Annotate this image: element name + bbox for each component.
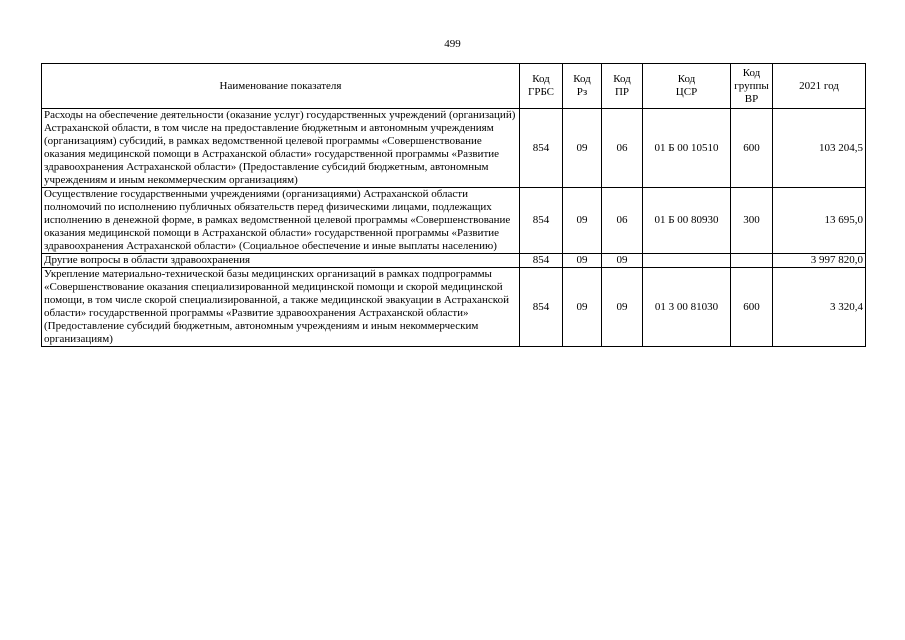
row-rz: 09 — [563, 188, 602, 254]
row-rz: 09 — [563, 268, 602, 347]
row-amount: 3 997 820,0 — [773, 254, 866, 268]
row-name: Расходы на обеспечение деятельности (оказание услуг) государственных учреждений (организаций) Астраханской области, в том числе на предоставление бюджетным и автономным учреждениям (организациям) субсидий, в рамках ведомственной целевой программы «Совершенствование оказания медицинской помощи в Астраханской области» государственной программы «Развитие здравоохранения Астраханской области» (Предоставление субсидий бюджетным, автономным учреждениям и иным некоммерческим организациям) — [42, 109, 520, 188]
row-vr: 600 — [731, 268, 773, 347]
row-amount: 3 320,4 — [773, 268, 866, 347]
row-vr: 600 — [731, 109, 773, 188]
table-row — [42, 268, 866, 347]
header-vr: Код группы ВР — [731, 64, 773, 109]
budget-table — [41, 63, 866, 347]
header-pr: Код ПР — [602, 64, 643, 109]
row-csr: 01 3 00 81030 — [643, 268, 731, 347]
row-grbs: 854 — [520, 188, 563, 254]
header-rz: Код Рз — [563, 64, 602, 109]
row-pr: 06 — [602, 188, 643, 254]
row-pr: 09 — [602, 268, 643, 347]
row-csr: 01 Б 00 80930 — [643, 188, 731, 254]
row-pr: 09 — [602, 254, 643, 268]
row-rz: 09 — [563, 109, 602, 188]
row-vr: 300 — [731, 188, 773, 254]
header-name: Наименование показателя — [42, 64, 520, 109]
row-pr: 06 — [602, 109, 643, 188]
table-row — [42, 254, 866, 268]
table-row — [42, 109, 866, 188]
row-csr — [643, 254, 731, 268]
row-grbs: 854 — [520, 254, 563, 268]
page-number: 499 — [444, 38, 461, 50]
header-grbs: Код ГРБС — [520, 64, 563, 109]
row-grbs: 854 — [520, 268, 563, 347]
row-csr: 01 Б 00 10510 — [643, 109, 731, 188]
table-row — [42, 188, 866, 254]
row-vr — [731, 254, 773, 268]
row-rz: 09 — [563, 254, 602, 268]
table-header-row — [42, 64, 866, 109]
row-amount: 103 204,5 — [773, 109, 866, 188]
header-csr: Код ЦСР — [643, 64, 731, 109]
row-grbs: 854 — [520, 109, 563, 188]
header-year: 2021 год — [773, 64, 866, 109]
row-name: Другие вопросы в области здравоохранения — [42, 254, 520, 268]
row-name: Укрепление материально-технической базы медицинских организаций в рамках подпрограммы «Совершенствование оказания специализированной медицинской помощи и скорой медицинской помощи, в том числе скорой специализированной, а также медицинской эвакуации в Астраханской области» государственной программы «Развитие здравоохранения Астраханской области» (Предоставление субсидий бюджетным, автономным учреждениям и иным некоммерческим организациям) — [42, 268, 520, 347]
row-name: Осуществление государственными учреждениями (организациями) Астраханской области полномочий по исполнению публичных обязательств перед физическими лицами, подлежащих исполнению в денежной форме, в рамках ведомственной целевой программы «Совершенствование оказания медицинской помощи в Астраханской области» государственной программы «Развитие здравоохранения Астраханской области» (Социальное обеспечение и иные выплаты населению) — [42, 188, 520, 254]
row-amount: 13 695,0 — [773, 188, 866, 254]
